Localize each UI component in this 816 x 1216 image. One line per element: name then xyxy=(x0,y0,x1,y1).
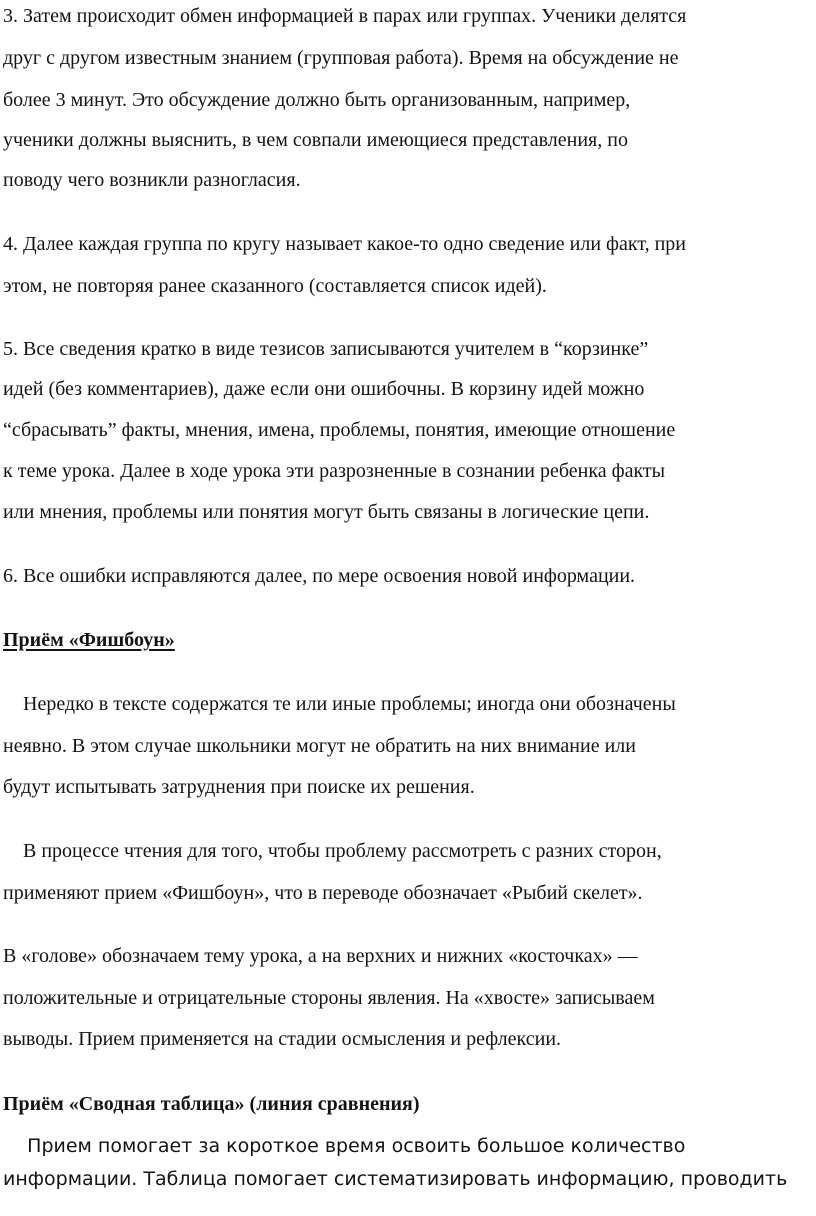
paragraph-3-line-2: друг с другом известным знанием (групповая работа). Время на обсуждение не xyxy=(3,47,679,69)
paragraph-5-line-3: “сбрасывать” факты, мнения, имена, проблемы, понятия, имеющие отношение xyxy=(3,419,676,441)
table-p1-line-1: Прием помогает за короткое время освоить большое количество xyxy=(3,1135,686,1157)
fishbone-p1-line-3: будут испытывать затруднения при поиске их решения. xyxy=(3,776,475,798)
paragraph-6-line-1: 6. Все ошибки исправляются далее, по мере освоения новой информации. xyxy=(3,565,636,587)
paragraph-4-line-2: этом, не повторяя ранее сказанного (составляется список идей). xyxy=(3,275,547,297)
paragraph-4-line-1: 4. Далее каждая группа по кругу называет какое-то одно сведение или факт, при xyxy=(3,233,686,255)
heading-fishbone: Приём «Фишбоун» xyxy=(3,629,175,651)
fishbone-p3-line-1: В «голове» обозначаем тему урока, а на верхних и нижних «косточках» — xyxy=(3,945,638,967)
paragraph-5-line-5: или мнения, проблемы или понятия могут быть связаны в логические цепи. xyxy=(3,501,650,523)
fishbone-p2-line-1: В процессе чтения для того, чтобы проблему рассмотреть с разних сторон, xyxy=(3,840,662,862)
paragraph-3-line-4: ученики должны выяснить, в чем совпали имеющиеся представления, по xyxy=(3,129,628,151)
fishbone-p2-line-2: применяют прием «Фишбоун», что в переводе обозначает «Рыбий скелет». xyxy=(3,882,643,904)
fishbone-p3-line-2: положительные и отрицательные стороны явления. На «хвосте» записываем xyxy=(3,987,655,1009)
paragraph-5-line-2: идей (без комментариев), даже если они ошибочны. В корзину идей можно xyxy=(3,378,645,400)
fishbone-p3-line-3: выводы. Прием применяется на стадии осмысления и рефлексии. xyxy=(3,1028,562,1050)
paragraph-5-line-1: 5. Все сведения кратко в виде тезисов записываются учителем в “корзинке” xyxy=(3,338,649,360)
paragraph-3-line-3: более 3 минут. Это обсуждение должно быть организованным, например, xyxy=(3,89,631,111)
fishbone-p1-line-2: неявно. В этом случае школьники могут не обратить на них внимание или xyxy=(3,735,636,757)
paragraph-5-line-4: к теме урока. Далее в ходе урока эти разрозненные в сознании ребенка факты xyxy=(3,460,666,482)
paragraph-3-line-1: 3. Затем происходит обмен информацией в парах или группах. Ученики делятся xyxy=(3,5,687,27)
table-p1-line-2: информации. Таблица помогает систематизировать информацию, проводить xyxy=(3,1168,788,1190)
fishbone-p1-line-1: Нередко в тексте содержатся те или иные проблемы; иногда они обозначены xyxy=(3,693,676,715)
paragraph-3-line-5: поводу чего возникли разногласия. xyxy=(3,169,301,191)
heading-summary-table: Приём «Сводная таблица» (линия сравнения) xyxy=(3,1093,420,1115)
